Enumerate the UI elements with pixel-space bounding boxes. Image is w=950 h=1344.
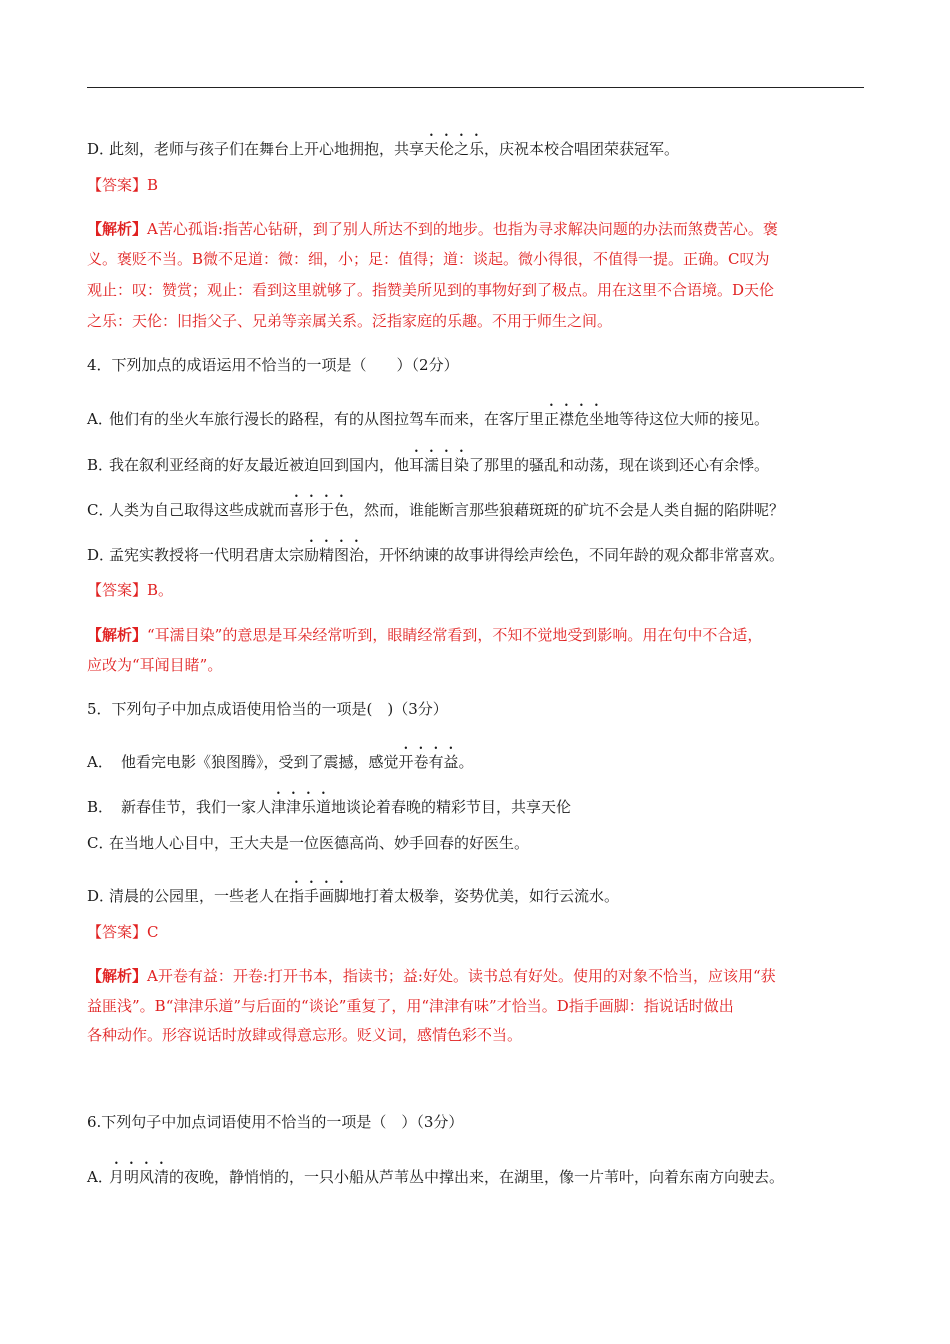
q3-analysis-line-1 [87, 219, 864, 239]
option-text-pre: 在当地人心目中，王大夫是一位医德高尚、妙手回春的好医生。 [109, 834, 530, 852]
option-label: D． [87, 546, 115, 564]
q4-analysis-line-1 [87, 625, 864, 645]
option-label: C． [87, 834, 114, 852]
q4-option-a [87, 401, 864, 429]
option-label: D． [87, 887, 115, 905]
q3-analysis-line-4: 之乐：天伦：旧指父子、兄弟等亲属关系。泛指家庭的乐趣。不用于师生之间。 [87, 312, 613, 330]
option-text-pre: 清晨的公园里，一些老人在 [109, 887, 290, 905]
option-label: B． [87, 798, 114, 816]
option-text-pre: 我在叙利亚经商的好友最近被迫回到国内，他 [109, 456, 410, 474]
option-label: A． [87, 410, 113, 428]
answer-tag: 【答案】 [87, 176, 148, 194]
option-text-post: 地打着太极拳，姿势优美，如行云流水。 [349, 887, 620, 905]
emphasized-idiom: 耳濡目染 [409, 456, 470, 474]
option-text-pre: 他们有的坐火车旅行漫长的路程，有的从图拉驾车而来，在客厅里 [109, 410, 545, 428]
q5-option-a [87, 744, 864, 772]
q5-analysis-line-1 [87, 966, 864, 986]
emphasized-idiom: 喜形于色 [289, 501, 350, 519]
option-text-post: 地谈论着春晚的精彩节目，共享天伦 [331, 798, 572, 816]
option-text-post: ，然而，谁能断言那些狼藉斑斑的矿坑不会是人类自掘的陷阱呢？ [349, 501, 785, 519]
q3-answer [87, 175, 864, 195]
answer-value: B。 [147, 581, 174, 599]
option-label: A． [87, 753, 113, 771]
option-text-post: 的夜晚，静悄悄的，一只小船从芦苇丛中撑出来，在湖里，像一片苇叶，向着东南方向驶去。 [169, 1168, 785, 1186]
option-text-pre: 此刻，老师与孩子们在舞台上开心地拥抱，共享 [109, 140, 425, 158]
q5-analysis-line-2: 益匪浅”。B“津津乐道”与后面的“谈论”重复了，用“津津有味”才恰当。D指手画脚：指说话时做出 [87, 997, 734, 1015]
q4-option-c [87, 492, 864, 520]
header-rule [87, 87, 864, 88]
q3-analysis-line-3: 观止：叹：赞赏；观止：看到这里就够了。指赞美所见到的事物好到了极点。用在这里不合语境。D天伦 [87, 281, 775, 299]
answer-value: B [147, 176, 159, 194]
option-text-pre: 他看完电影《狼图腾》，受到了震撼，感觉 [121, 753, 399, 771]
answer-value: C [147, 923, 159, 941]
q5-question: 5．下列句子中加点成语使用恰当的一项是( )（3分） [87, 700, 448, 718]
q5-option-b [87, 789, 864, 817]
emphasized-idiom: 月明风清 [109, 1168, 170, 1186]
option-label: B． [87, 456, 114, 474]
analysis-text: A开卷有益：开卷:打开书本，指读书；益:好处。读书总有好处。使用的对象不恰当，应该用“获 [147, 967, 776, 985]
option-label: A． [87, 1168, 113, 1186]
q4-option-b [87, 447, 864, 475]
q5-option-d [87, 878, 864, 906]
analysis-tag: 【解析】 [87, 626, 148, 644]
emphasized-idiom: 天伦之乐 [424, 140, 485, 158]
option-text-post: 了那里的骚乱和动荡，现在谈到还心有余悸。 [469, 456, 770, 474]
option-label: D． [87, 140, 115, 158]
option-text-post: 地等待这位大师的接见。 [604, 410, 770, 428]
option-text-pre: 新春佳节，我们一家人 [121, 798, 272, 816]
q5-answer [87, 922, 864, 942]
analysis-tag: 【解析】 [87, 220, 148, 238]
q5-option-c [87, 833, 864, 853]
option-text-post: ，庆祝本校合唱团荣获冠军。 [484, 140, 680, 158]
emphasized-idiom: 津津乐道 [271, 798, 332, 816]
emphasized-idiom: 指手画脚 [289, 887, 350, 905]
analysis-text: “耳濡目染”的意思是耳朵经常听到，眼睛经常看到，不知不觉地受到影响。用在句中不合适， [147, 626, 763, 644]
emphasized-idiom: 正襟危坐 [544, 410, 605, 428]
q6-option-a [87, 1159, 864, 1187]
q3-option-d [87, 131, 864, 159]
option-text-pre: 人类为自己取得这些成就而 [109, 501, 290, 519]
option-text-pre: 孟宪实教授将一代明君唐太宗 [109, 546, 305, 564]
q4-analysis-line-2: 应改为“耳闻目睹”。 [87, 656, 223, 674]
analysis-tag: 【解析】 [87, 967, 148, 985]
q4-answer [87, 580, 864, 600]
option-text-post: 。 [458, 753, 474, 771]
emphasized-idiom: 励精图治 [304, 546, 365, 564]
answer-tag: 【答案】 [87, 923, 148, 941]
q4-question: 4．下列加点的成语运用不恰当的一项是（ ）（2分） [87, 356, 459, 374]
emphasized-idiom: 开卷有益 [398, 753, 459, 771]
q5-analysis-line-3: 各种动作。形容说话时放肆或得意忘形。贬义词，感情色彩不当。 [87, 1026, 523, 1044]
q3-analysis-line-2: 义。褒贬不当。B微不足道：微：细，小；足：值得；道：谈起。微小得很，不值得一提。正确。C叹为 [87, 250, 770, 268]
option-label: C． [87, 501, 114, 519]
answer-tag: 【答案】 [87, 581, 148, 599]
option-text-post: ，开怀纳谏的故事讲得绘声绘色，不同年龄的观众都非常喜欢。 [364, 546, 785, 564]
q4-option-d [87, 537, 864, 565]
q6-question: 6.下列句子中加点词语使用不恰当的一项是（ ）（3分） [87, 1113, 464, 1131]
analysis-text: A苦心孤诣:指苦心钻研，到了别人所达不到的地步。也指为寻求解决问题的办法而煞费苦心。褒 [147, 220, 778, 238]
